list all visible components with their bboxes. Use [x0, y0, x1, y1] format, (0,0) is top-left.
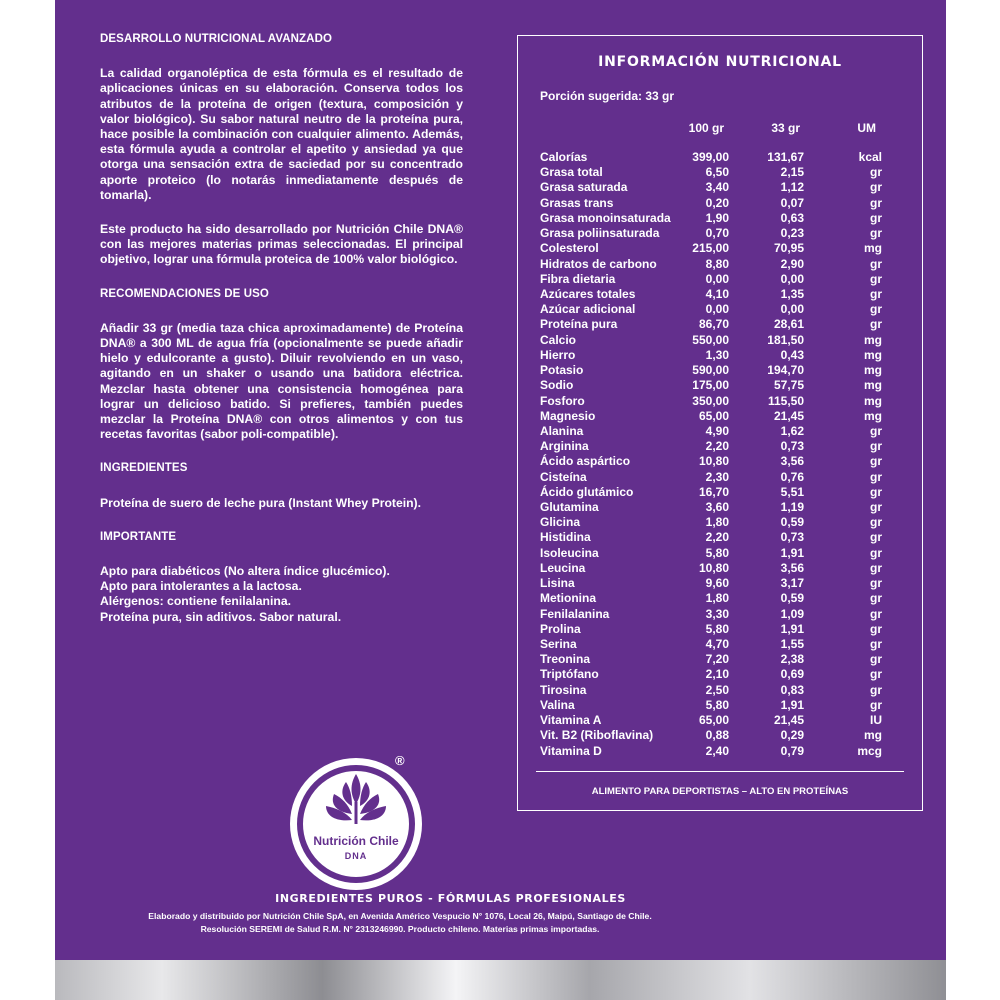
nutrient-name: Azúcar adicional	[540, 302, 636, 317]
recomendaciones-paragraph: Añadir 33 gr (media taza chica aproximadamente) de Proteína DNA® a 300 ML de agua fría (opcionalmente se puede añadir hielo y edulcorante a gusto). Diluir revolviendo en un vaso, agitando en un shaker o usando una batidora eléctrica. Mezclar hasta obtener una consistencia homogénea para lograr un delicioso batido. Si prefieres, también puedes mezclar la Proteína DNA® con otros alimentos y con tus recetas favoritas (sabor poli-compatible).	[100, 320, 463, 442]
nutrient-name: Metionina	[540, 591, 596, 606]
value-100g: 2,20	[705, 530, 729, 545]
table-row	[540, 150, 884, 165]
nutrient-name: Azúcares totales	[540, 286, 636, 301]
unit: gr	[870, 256, 882, 271]
nutrition-table-body	[540, 150, 884, 759]
value-33g: 1,12	[780, 180, 804, 195]
value-100g: 4,70	[705, 637, 729, 651]
unit: IU	[870, 713, 882, 728]
logo-sub-text: DNA	[344, 851, 368, 861]
value-33g: 0,59	[780, 515, 804, 530]
value-33g: 5,51	[780, 484, 804, 499]
nutrient-name: Ácido aspártico	[540, 454, 631, 469]
table-row	[540, 454, 884, 469]
unit: gr	[870, 682, 882, 697]
table-row	[540, 470, 884, 485]
product-label-panel	[55, 0, 946, 960]
value-100g: 215,00	[692, 241, 729, 256]
nutrient-name: Proteína pura	[540, 317, 618, 332]
value-100g: 7,20	[705, 652, 729, 667]
portion-size: Porción sugerida: 33 gr	[540, 89, 675, 103]
nutrient-name: Leucina	[540, 560, 586, 575]
value-33g: 131,67	[767, 150, 804, 164]
footer-resolution-line: Resolución SEREMI de Salud R.M. N° 2313246990. Producto chileno. Materias primas importadas.	[200, 924, 600, 934]
value-33g: 0,76	[780, 469, 804, 484]
description-column	[100, 32, 463, 625]
table-row	[540, 561, 884, 576]
table-row	[540, 728, 884, 743]
table-row	[540, 546, 884, 561]
unit: mg	[864, 241, 882, 256]
unit: gr	[870, 271, 882, 286]
registered-mark: ®	[395, 753, 405, 768]
value-33g: 0,79	[780, 743, 804, 758]
nutrient-name: Valina	[540, 697, 575, 712]
table-row	[540, 439, 884, 454]
unit: gr	[870, 484, 882, 499]
unit: kcal	[858, 150, 882, 164]
value-100g: 10,80	[698, 560, 729, 575]
metallic-strip	[55, 960, 946, 1000]
nutrient-name: Lisina	[540, 576, 575, 591]
value-33g: 70,95	[773, 241, 804, 256]
value-100g: 399,00	[692, 150, 729, 164]
unit: mg	[864, 332, 882, 347]
value-100g: 0,00	[705, 271, 729, 286]
value-100g: 350,00	[692, 393, 729, 408]
unit: gr	[870, 439, 882, 454]
nutrition-table-header	[540, 121, 884, 136]
value-100g: 16,70	[698, 484, 729, 499]
value-33g: 1,91	[780, 697, 804, 712]
value-33g: 21,45	[773, 408, 804, 423]
nutricion-chile-logo	[286, 754, 426, 894]
importante-line: Alérgenos: contiene fenilalanina.	[100, 594, 291, 609]
nutrition-divider	[536, 771, 904, 772]
unit: mg	[864, 728, 882, 743]
value-100g: 65,00	[698, 408, 729, 423]
nutrient-name: Grasa saturada	[540, 180, 628, 195]
value-33g: 3,56	[780, 454, 804, 469]
table-row	[540, 394, 884, 409]
unit: gr	[870, 195, 882, 210]
nutrient-name: Calcio	[540, 332, 577, 347]
nutrient-name: Sodio	[540, 378, 574, 393]
value-33g: 1,09	[780, 606, 804, 621]
unit: gr	[870, 317, 882, 332]
nutrient-name: Tirosina	[540, 682, 587, 697]
value-33g: 0,29	[780, 728, 804, 743]
value-33g: 0,63	[780, 210, 804, 225]
value-100g: 1,80	[705, 591, 729, 606]
unit: gr	[870, 591, 882, 606]
value-33g: 1,91	[780, 621, 804, 636]
table-row	[540, 333, 884, 348]
nutrient-name: Grasa poliinsaturada	[540, 226, 660, 241]
table-row	[540, 485, 884, 500]
value-33g: 0,07	[780, 195, 804, 210]
unit: gr	[870, 454, 882, 469]
nutrient-name: Serina	[540, 637, 577, 651]
table-row	[540, 180, 884, 195]
table-row	[540, 637, 884, 652]
value-100g: 1,80	[705, 515, 729, 530]
table-row	[540, 317, 884, 332]
table-row	[540, 622, 884, 637]
value-33g: 0,00	[780, 302, 804, 317]
header-um: UM	[857, 121, 876, 135]
unit: gr	[870, 606, 882, 621]
logo-brand-text: Nutrición Chile	[313, 834, 399, 848]
unit: mcg	[857, 743, 882, 758]
table-row	[540, 196, 884, 211]
nutrition-footer: ALIMENTO PARA DEPORTISTAS – ALTO EN PROTEÍNAS	[591, 786, 849, 797]
value-33g: 1,91	[780, 545, 804, 560]
table-row	[540, 363, 884, 378]
table-row	[540, 348, 884, 363]
table-row	[540, 607, 884, 622]
nutrient-name: Treonina	[540, 652, 591, 667]
value-33g: 181,50	[767, 332, 804, 347]
section-title-recomendaciones: RECOMENDACIONES DE USO	[100, 287, 269, 300]
unit: gr	[870, 165, 882, 180]
nutrient-name: Alanina	[540, 423, 584, 438]
nutrient-name: Glicina	[540, 515, 581, 530]
value-100g: 2,40	[705, 743, 729, 758]
section-title-desarrollo: DESARROLLO NUTRICIONAL AVANZADO	[100, 33, 333, 45]
value-33g: 21,45	[773, 713, 804, 728]
value-100g: 2,50	[705, 682, 729, 697]
nutrient-name: Histidina	[540, 530, 591, 545]
value-100g: 590,00	[692, 363, 729, 378]
nutrient-name: Hidratos de carbono	[540, 256, 657, 271]
nutrient-name: Fosforo	[540, 393, 585, 408]
nutrient-name: Isoleucina	[540, 545, 599, 560]
value-100g: 1,30	[705, 347, 729, 362]
nutrition-facts-box	[517, 35, 923, 811]
value-33g: 0,00	[780, 271, 804, 286]
nutrient-name: Colesterol	[540, 241, 599, 256]
nutrient-name: Grasas trans	[540, 195, 614, 210]
unit: gr	[870, 667, 882, 682]
value-33g: 0,59	[780, 591, 804, 606]
table-row	[540, 257, 884, 272]
value-100g: 0,88	[705, 728, 729, 743]
importante-line: Proteína pura, sin aditivos. Sabor natural.	[100, 609, 342, 624]
value-100g: 9,60	[705, 576, 729, 591]
value-100g: 550,00	[692, 332, 729, 347]
value-100g: 5,80	[705, 697, 729, 712]
value-100g: 4,90	[705, 423, 729, 438]
footer-manufacturer-line: Elaborado y distribuido por Nutrición Chile SpA, en Avenida Américo Vespucio N° 1076, Local 26, Maipú, Santiago de Chile.	[148, 911, 652, 921]
section-title-ingredientes: INGREDIENTES	[100, 462, 188, 475]
unit: gr	[870, 560, 882, 575]
table-row	[540, 272, 884, 287]
unit: gr	[870, 637, 882, 651]
value-33g: 2,90	[780, 256, 804, 271]
value-100g: 3,40	[705, 180, 729, 195]
table-row	[540, 378, 884, 393]
value-100g: 5,80	[705, 621, 729, 636]
value-100g: 0,70	[705, 226, 729, 241]
unit: gr	[870, 621, 882, 636]
value-100g: 175,00	[692, 378, 729, 393]
unit: gr	[870, 469, 882, 484]
table-row	[540, 698, 884, 713]
unit: mg	[864, 408, 882, 423]
value-100g: 2,30	[705, 469, 729, 484]
unit: mg	[864, 393, 882, 408]
nutrient-name: Arginina	[540, 439, 589, 454]
table-row	[540, 226, 884, 241]
value-33g: 2,38	[780, 652, 804, 667]
header-row	[540, 121, 884, 136]
value-100g: 4,10	[705, 286, 729, 301]
value-100g: 8,80	[705, 256, 729, 271]
value-33g: 0,83	[780, 682, 804, 697]
value-33g: 57,75	[773, 378, 804, 393]
value-33g: 1,35	[780, 286, 804, 301]
unit: mg	[864, 363, 882, 378]
nutrient-name: Vit. B2 (Riboflavina)	[540, 728, 654, 743]
value-100g: 3,60	[705, 500, 729, 515]
unit: gr	[870, 226, 882, 241]
value-33g: 2,15	[780, 165, 804, 180]
table-row	[540, 744, 884, 759]
value-33g: 115,50	[767, 393, 804, 408]
table-row	[540, 515, 884, 530]
table-row	[540, 530, 884, 545]
value-100g: 6,50	[705, 165, 729, 180]
value-100g: 86,70	[698, 317, 729, 332]
value-33g: 0,69	[780, 667, 804, 682]
table-row	[540, 576, 884, 591]
nutrient-name: Hierro	[540, 347, 576, 362]
unit: gr	[870, 286, 882, 301]
value-33g: 0,73	[780, 530, 804, 545]
value-33g: 194,70	[767, 363, 804, 378]
ingredientes-paragraph: Proteína de suero de leche pura (Instant Whey Protein).	[100, 495, 421, 510]
table-row	[540, 683, 884, 698]
nutrient-name: Grasa monoinsaturada	[540, 210, 671, 225]
value-33g: 3,17	[780, 576, 804, 591]
unit: gr	[870, 545, 882, 560]
unit: gr	[870, 652, 882, 667]
value-33g: 0,23	[780, 226, 804, 241]
footer-slogan: INGREDIENTES PUROS - FÓRMULAS PROFESIONALES	[275, 892, 626, 905]
nutrient-name: Ácido glutámico	[540, 484, 634, 499]
nutrient-name: Prolina	[540, 621, 581, 636]
value-100g: 2,10	[705, 667, 729, 682]
unit: gr	[870, 576, 882, 591]
value-100g: 65,00	[698, 713, 729, 728]
value-100g: 0,00	[705, 302, 729, 317]
unit: gr	[870, 210, 882, 225]
nutrient-name: Fibra dietaria	[540, 271, 616, 286]
value-33g: 1,19	[780, 500, 804, 515]
nutrient-name: Vitamina A	[540, 713, 602, 728]
unit: mg	[864, 347, 882, 362]
desarrollo-paragraph-2: Este producto ha sido desarrollado por Nutrición Chile DNA® con las mejores materias primas seleccionadas. El principal objetivo, lograr una fórmula proteica de 100% valor biológico.	[100, 222, 463, 267]
nutrient-name: Glutamina	[540, 500, 599, 515]
value-33g: 0,73	[780, 439, 804, 454]
value-33g: 28,61	[773, 317, 804, 332]
table-row	[540, 591, 884, 606]
unit: gr	[870, 302, 882, 317]
unit: mg	[864, 378, 882, 393]
value-33g: 1,62	[780, 423, 804, 438]
value-33g: 1,55	[780, 637, 804, 651]
unit: gr	[870, 697, 882, 712]
nutrition-title: INFORMACIÓN NUTRICIONAL	[598, 54, 842, 70]
unit: gr	[870, 180, 882, 195]
value-100g: 5,80	[705, 545, 729, 560]
table-row	[540, 302, 884, 317]
nutrient-name: Calorías	[540, 150, 588, 164]
nutrient-name: Grasa total	[540, 165, 603, 180]
desarrollo-paragraph-1: La calidad organoléptica de esta fórmula es el resultado de aplicaciones únicas en su elaboración. Conserva todos los atributos de la proteína de origen (textura, composición y valor biológico). Su sabor natural neutro de la proteína pura, hace posible la combinación con cualquier alimento. Además, esta fórmula ayuda a controlar el apetito y ansiedad ya que otorga una sensación extra de saciedad por su concentrado aporte proteico (lo notarás inmediatamente después de tomarla).	[100, 66, 463, 202]
value-33g: 3,56	[780, 560, 804, 575]
unit: gr	[870, 423, 882, 438]
header-100g: 100 gr	[688, 121, 724, 135]
value-100g: 0,20	[705, 195, 729, 210]
table-row	[540, 652, 884, 667]
nutrient-name: Cisteína	[540, 469, 587, 484]
nutrient-name: Magnesio	[540, 408, 596, 423]
table-row	[540, 241, 884, 256]
nutrient-name: Potasio	[540, 363, 584, 378]
table-row	[540, 713, 884, 728]
section-title-importante: IMPORTANTE	[100, 530, 177, 543]
unit: gr	[870, 530, 882, 545]
table-row	[540, 211, 884, 226]
unit: gr	[870, 500, 882, 515]
unit: gr	[870, 515, 882, 530]
table-row	[540, 165, 884, 180]
nutrient-name: Vitamina D	[540, 743, 602, 758]
value-33g: 0,43	[780, 347, 804, 362]
nutrient-name: Triptófano	[540, 667, 599, 682]
header-33g: 33 gr	[771, 121, 800, 135]
value-100g: 2,20	[705, 439, 729, 454]
importante-line: Apto para diabéticos (No altera índice glucémico).	[100, 564, 390, 579]
table-row	[540, 500, 884, 515]
value-100g: 1,90	[705, 210, 729, 225]
nutrient-name: Fenilalanina	[540, 606, 610, 621]
table-row	[540, 287, 884, 302]
value-100g: 3,30	[705, 606, 729, 621]
table-row	[540, 409, 884, 424]
table-row	[540, 667, 884, 682]
importante-line: Apto para intolerantes a la lactosa.	[100, 579, 302, 594]
value-100g: 10,80	[698, 454, 729, 469]
table-row	[540, 424, 884, 439]
